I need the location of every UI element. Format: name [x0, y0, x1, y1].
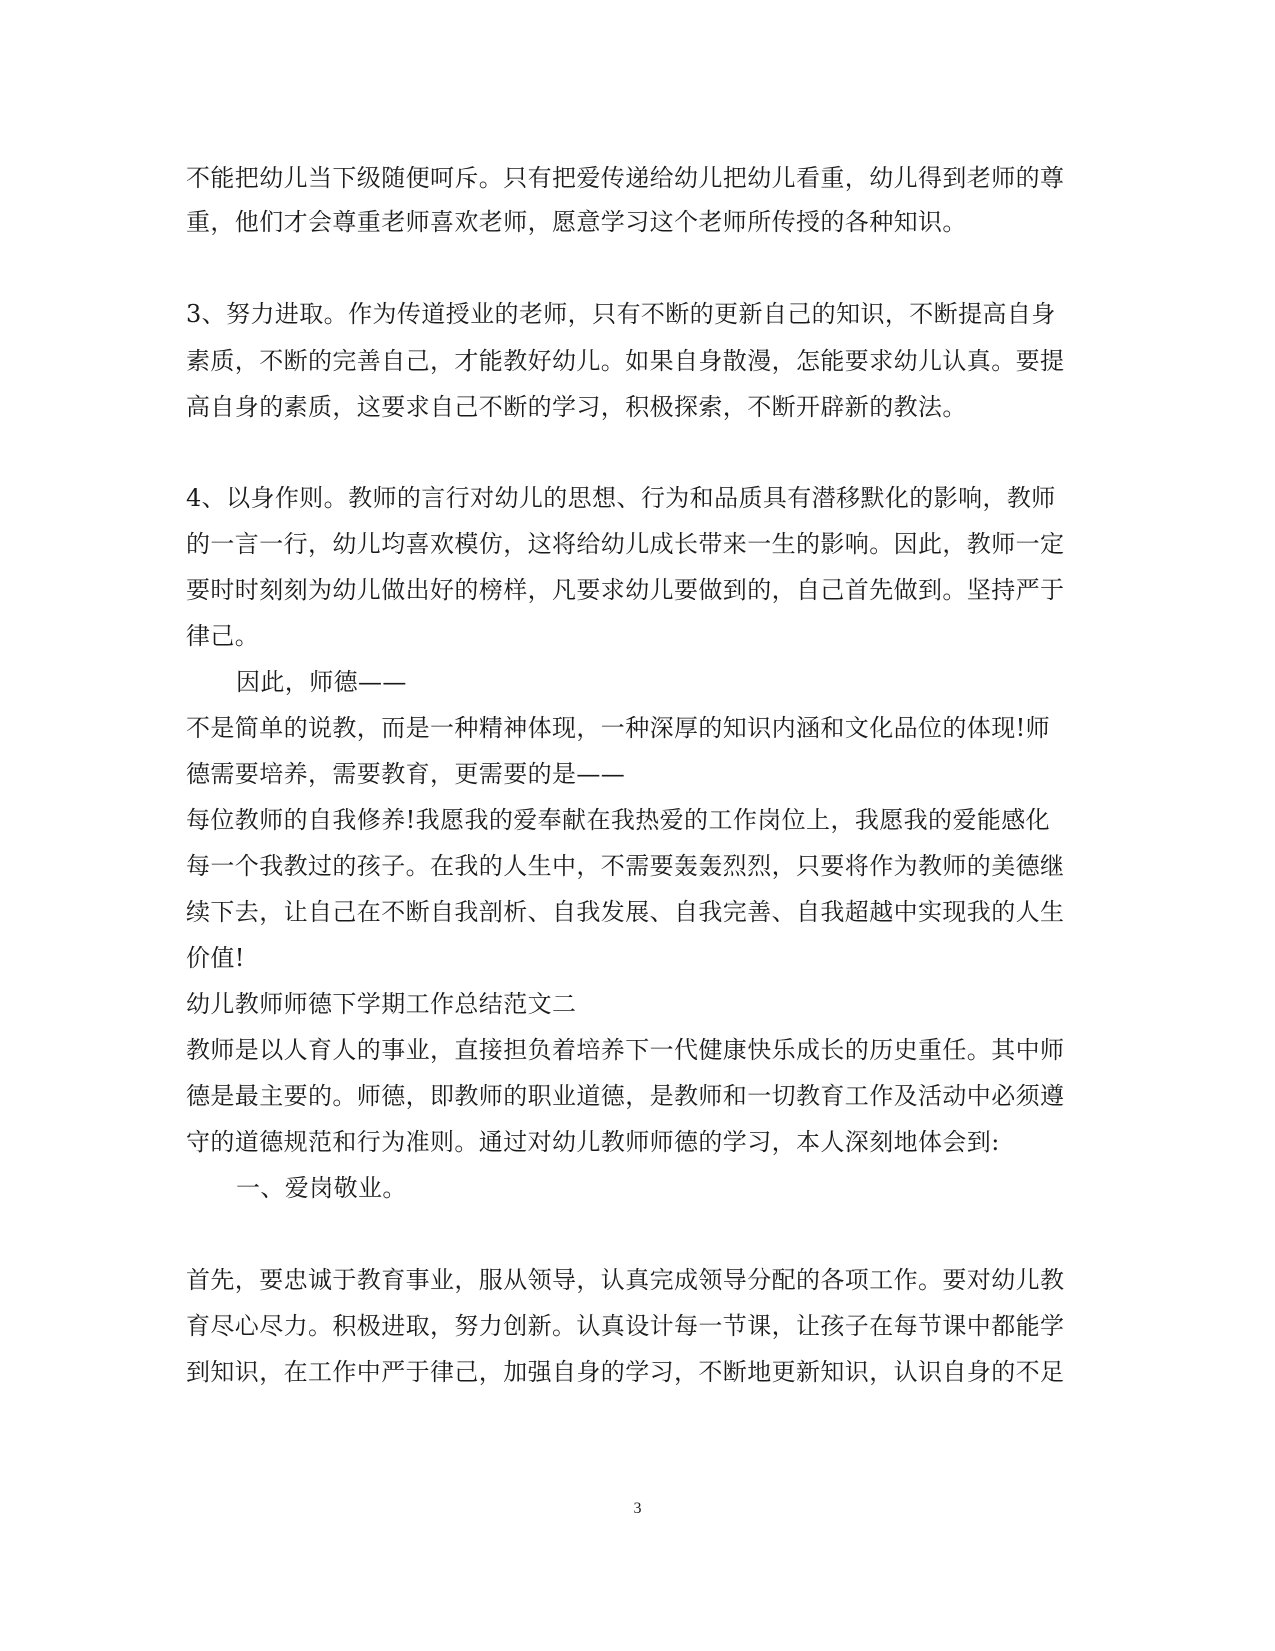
text-line: 每一个我教过的孩子。在我的人生中，不需要轰轰烈烈，只要将作为教师的美德继: [186, 852, 1065, 880]
section-heading: 幼儿教师师德下学期工作总结范文二: [186, 990, 577, 1018]
text-line: 重，他们才会尊重老师喜欢老师，愿意学习这个老师所传授的各种知识。: [186, 208, 967, 236]
text-line: 续下去，让自己在不断自我剖析、自我发展、自我完善、自我超越中实现我的人生: [186, 898, 1065, 926]
text-line: 到知识，在工作中严于律己，加强自身的学习，不断地更新知识，认识自身的不足: [186, 1358, 1065, 1386]
text-line: 3、努力进取。作为传道授业的老师，只有不断的更新自己的知识，不断提高自身: [186, 300, 1056, 328]
text-line-indented: 一、爱岗敬业。: [236, 1174, 407, 1202]
text-line: 每位教师的自我修养!我愿我的爱奉献在我热爱的工作岗位上，我愿我的爱能感化: [186, 806, 1051, 834]
text-line: 不是简单的说教，而是一种精神体现，一种深厚的知识内涵和文化品位的体现!师: [186, 714, 1051, 742]
text-line: 要时时刻刻为幼儿做出好的榜样，凡要求幼儿要做到的，自己首先做到。坚持严于: [186, 576, 1065, 604]
text-line: 高自身的素质，这要求自己不断的学习，积极探索，不断开辟新的教法。: [186, 393, 967, 421]
text-line: 的一言一行，幼儿均喜欢模仿，这将给幼儿成长带来一生的影响。因此，教师一定: [186, 530, 1065, 558]
text-line: 教师是以人育人的事业，直接担负着培养下一代健康快乐成长的历史重任。其中师: [186, 1036, 1065, 1064]
text-line: 德是最主要的。师德，即教师的职业道德，是教师和一切教育工作及活动中必须遵: [186, 1082, 1065, 1110]
text-line: 律己。: [186, 622, 260, 650]
text-line: 价值!: [186, 944, 245, 972]
page-number: 3: [633, 1500, 642, 1517]
text-line: 德需要培养，需要教育，更需要的是——: [186, 760, 626, 788]
text-line: 不能把幼儿当下级随便呵斥。只有把爱传递给幼儿把幼儿看重，幼儿得到老师的尊: [186, 164, 1065, 192]
text-line-indented: 因此，师德——: [236, 668, 407, 696]
text-line: 素质，不断的完善自己，才能教好幼儿。如果自身散漫，怎能要求幼儿认真。要提: [186, 347, 1065, 375]
text-line: 守的道德规范和行为准则。通过对幼儿教师师德的学习，本人深刻地体会到:: [186, 1128, 1000, 1156]
text-line: 4、以身作则。教师的言行对幼儿的思想、行为和品质具有潜移默化的影响，教师: [186, 484, 1056, 512]
text-line: 首先，要忠诚于教育事业，服从领导，认真完成领导分配的各项工作。要对幼儿教: [186, 1266, 1065, 1294]
text-line: 育尽心尽力。积极进取，努力创新。认真设计每一节课，让孩子在每节课中都能学: [186, 1312, 1065, 1340]
